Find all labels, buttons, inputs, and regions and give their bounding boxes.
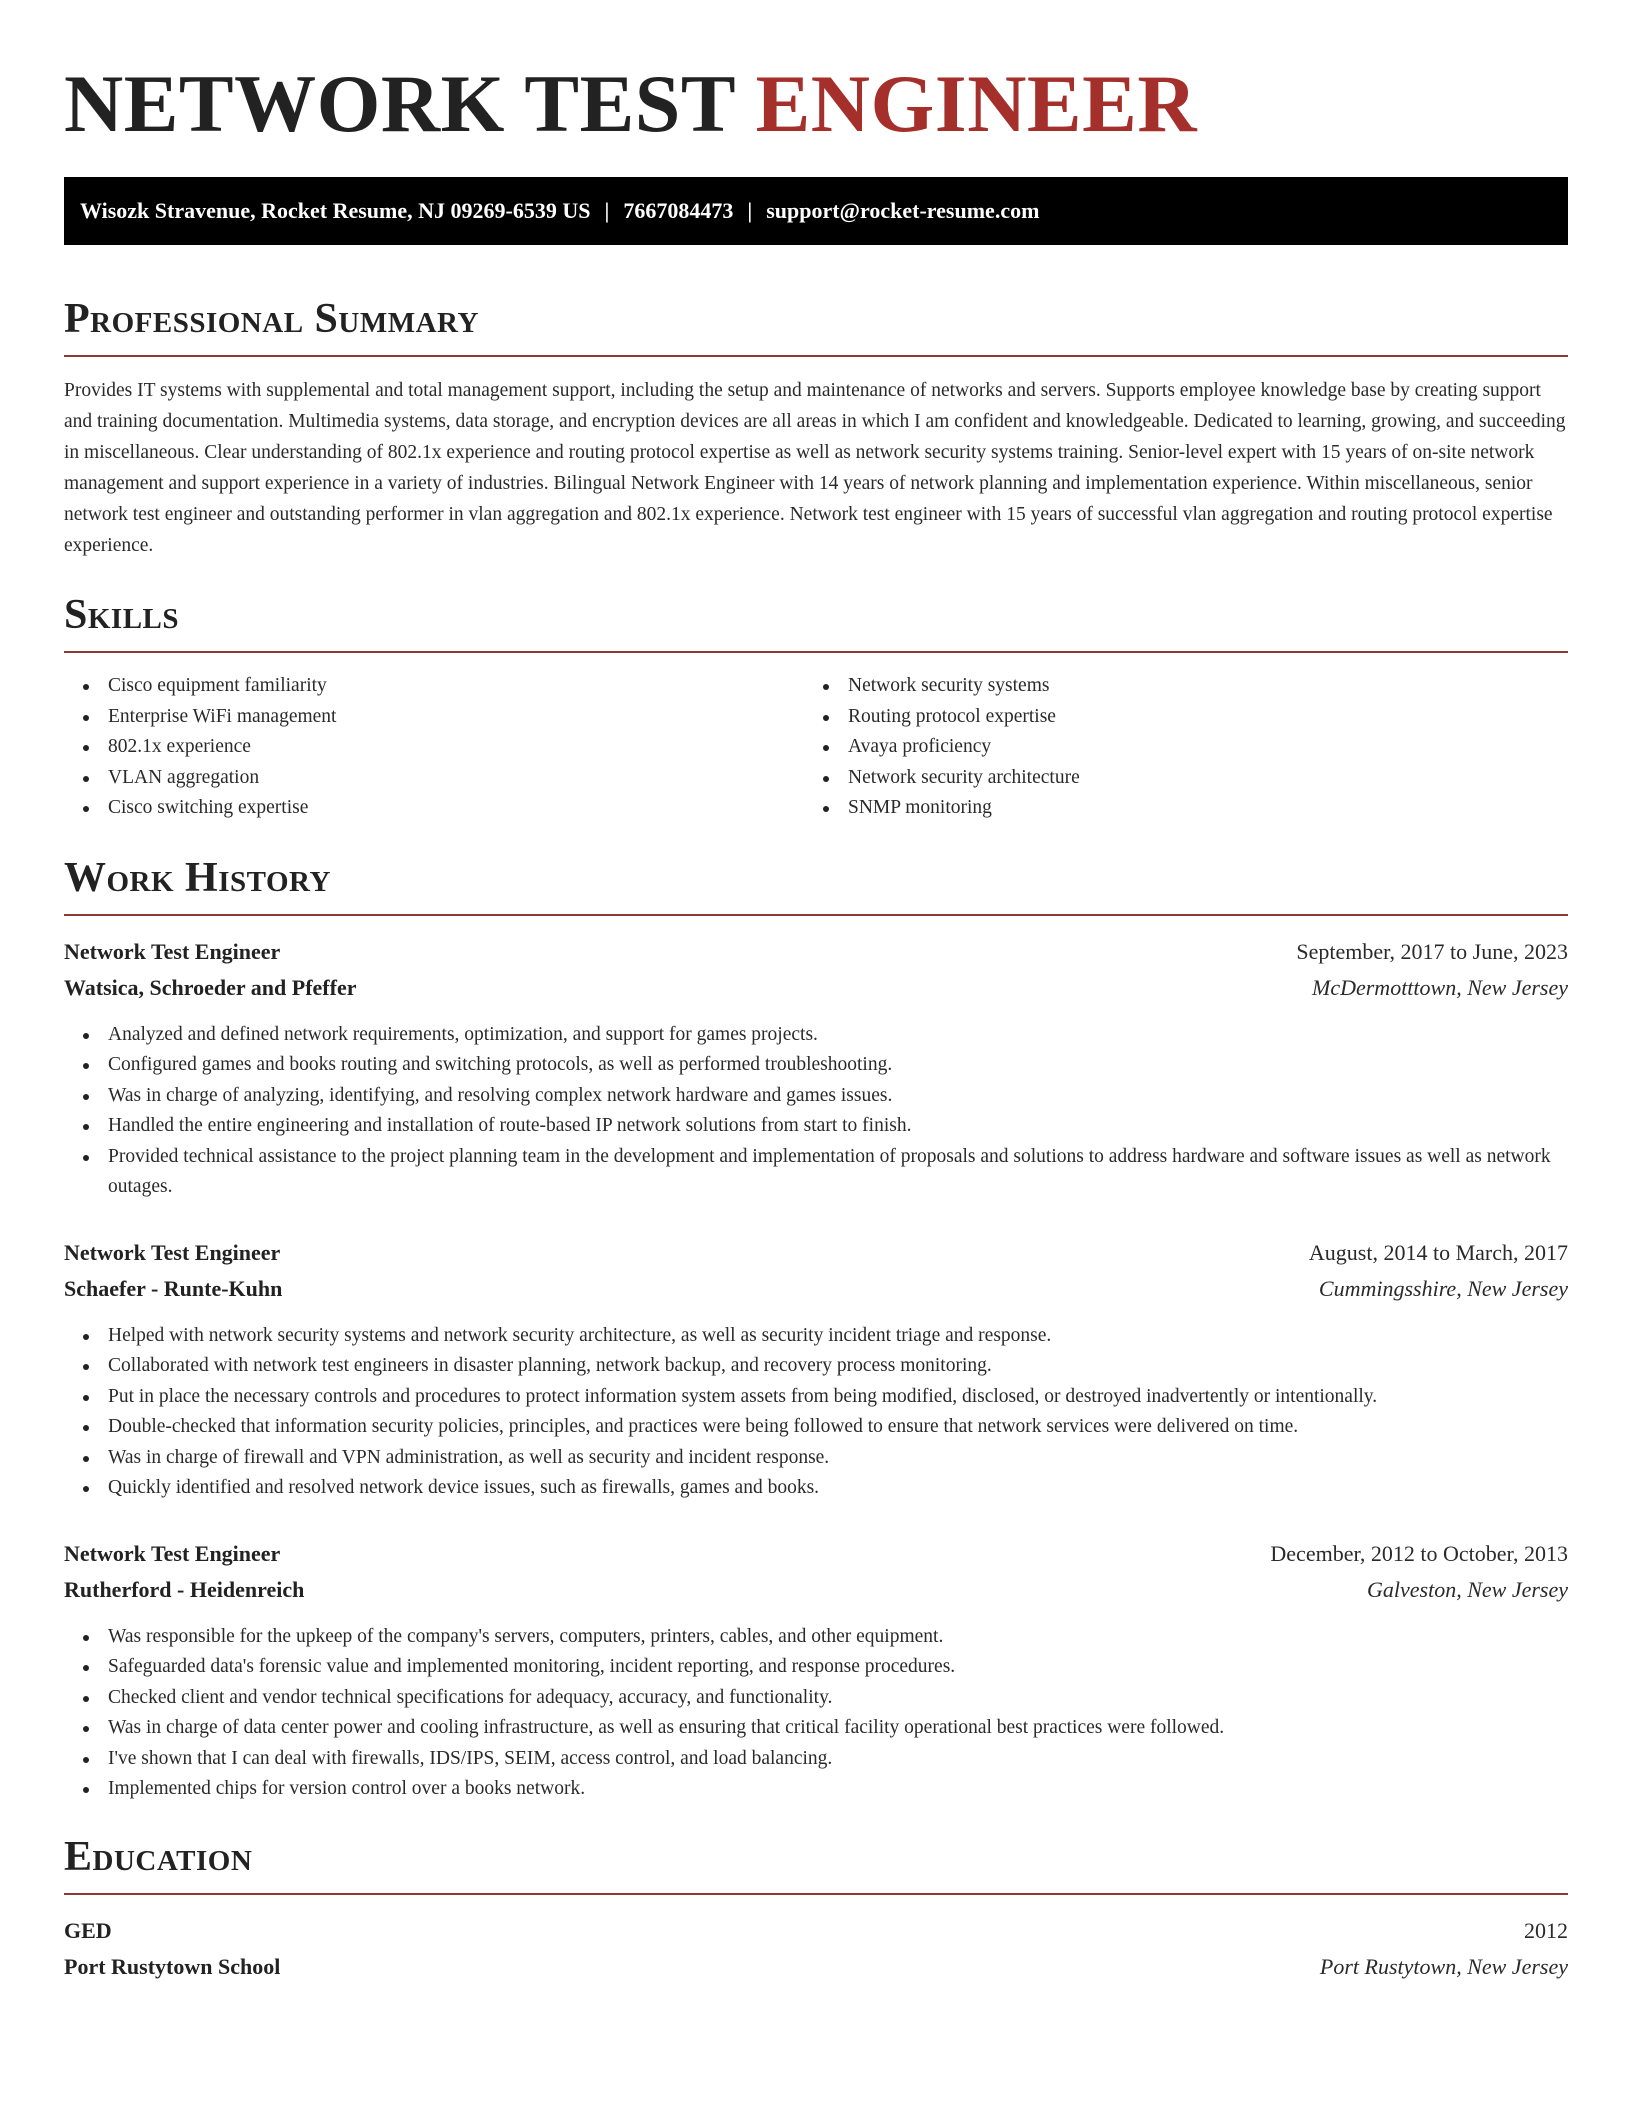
- skill-item: Enterprise WiFi management: [64, 702, 804, 733]
- job-entry: [64, 1536, 1568, 1805]
- job-bullet: Was responsible for the upkeep of the company's servers, computers, printers, cables, and other equipment.: [64, 1622, 1568, 1653]
- resume-page: [64, 0, 1568, 1985]
- job-location: McDermotttown, New Jersey: [1312, 974, 1568, 1000]
- job-bullet: Checked client and vendor technical specifications for adequacy, accuracy, and functionality.: [64, 1683, 1568, 1714]
- summary-text: Provides IT systems with supplemental and total management support, including the setup and maintenance of networks and servers. Supports employee knowledge base by creating support and training documentation. Multimedia systems, data storage, and encryption devices are all areas in which I am confident and knowledgeable. Dedicated to learning, growing, and succeeding in miscellaneous. Clear understanding of 802.1x experience and routing protocol expertise as well as network security systems training. Senior-level expert with 15 years of on-site network management and support experience in a variety of industries. Bilingual Network Engineer with 14 years of network planning and implementation experience. Within miscellaneous, senior network test engineer and outstanding performer in vlan aggregation and 802.1x experience. Network test engineer with 15 years of successful vlan aggregation and routing protocol expertise experience.: [64, 380, 1566, 556]
- job-entry: [64, 1235, 1568, 1504]
- section-divider: [64, 651, 1568, 653]
- education-heading: Education: [64, 1833, 253, 1880]
- job-bullet: Was in charge of analyzing, identifying, and resolving complex network hardware and games issues.: [64, 1081, 1568, 1112]
- skills-heading: Skills: [64, 592, 180, 638]
- job-bullet: Helped with network security systems and network security architecture, as well as security incident triage and response.: [64, 1321, 1568, 1352]
- skill-item: VLAN aggregation: [64, 763, 804, 794]
- skill-item: Network security architecture: [804, 763, 1544, 794]
- section-divider: [64, 1893, 1568, 1895]
- job-location: Cummingsshire, New Jersey: [1318, 1275, 1568, 1301]
- contact-phone: 7667084473: [623, 198, 734, 223]
- job-bullets: [64, 1622, 1568, 1805]
- skills-column-left: [64, 671, 804, 824]
- job-bullet: Was in charge of firewall and VPN administration, as well as security and incident response.: [64, 1443, 1568, 1474]
- job-bullet: Implemented chips for version control over a books network.: [64, 1774, 1568, 1805]
- education-location: Port Rustytown, New Jersey: [1319, 1953, 1568, 1979]
- job-bullet: Double-checked that information security policies, principles, and practices were being followed to ensure that network services were delivered on time.: [64, 1412, 1568, 1443]
- job-bullet: Quickly identified and resolved network device issues, such as firewalls, games and books.: [64, 1473, 1568, 1504]
- name-primary: NETWORK TEST: [64, 58, 735, 149]
- work-history-heading: Work History: [64, 854, 331, 901]
- skills-column-right: [804, 671, 1544, 824]
- skill-item: 802.1x experience: [64, 732, 804, 763]
- job-bullet: Was in charge of data center power and cooling infrastructure, as well as ensuring that critical facility operational best practices were followed.: [64, 1713, 1568, 1744]
- summary-heading: Professional Summary: [64, 296, 479, 342]
- job-bullet: Put in place the necessary controls and procedures to protect information system assets from being modified, disclosed, or destroyed inadvertently or intentionally.: [64, 1382, 1568, 1413]
- education-degree: GED: [64, 1917, 112, 1943]
- job-title: Network Test Engineer: [64, 1239, 281, 1265]
- skill-item: Routing protocol expertise: [804, 702, 1544, 733]
- job-company: Schaefer - Runte-Kuhn: [64, 1275, 283, 1301]
- job-title: Network Test Engineer: [64, 1540, 281, 1566]
- education-section: [64, 1833, 1568, 1985]
- job-bullet: Provided technical assistance to the project planning team in the development and implementation of proposals and solutions to address hardware and software issues as well as network outages.: [64, 1142, 1568, 1203]
- job-bullets: [64, 1020, 1568, 1203]
- job-bullet: Configured games and books routing and switching protocols, as well as performed troubleshooting.: [64, 1050, 1568, 1081]
- contact-separator: |: [604, 198, 610, 223]
- summary-section: [64, 295, 1568, 561]
- job-title: Network Test Engineer: [64, 938, 281, 964]
- skill-item: Network security systems: [804, 671, 1544, 702]
- job-company: Rutherford - Heidenreich: [64, 1576, 305, 1602]
- section-divider: [64, 914, 1568, 916]
- contact-address: Wisozk Stravenue, Rocket Resume, NJ 09269-6539 US: [80, 198, 591, 223]
- job-bullets: [64, 1321, 1568, 1504]
- skill-item: Cisco equipment familiarity: [64, 671, 804, 702]
- job-company: Watsica, Schroeder and Pfeffer: [64, 974, 357, 1000]
- job-entry: [64, 934, 1568, 1203]
- education-entry: [64, 1913, 1568, 1985]
- job-dates: September, 2017 to June, 2023: [1296, 938, 1568, 964]
- skill-item: Avaya proficiency: [804, 732, 1544, 763]
- education-year: 2012: [1524, 1917, 1568, 1943]
- job-bullet: Analyzed and defined network requirements, optimization, and support for games projects.: [64, 1020, 1568, 1051]
- contact-email: support@rocket-resume.com: [766, 198, 1040, 223]
- contact-bar: [64, 177, 1568, 245]
- work-history-section: [64, 854, 1568, 1805]
- skill-item: Cisco switching expertise: [64, 793, 804, 824]
- job-bullet: I've shown that I can deal with firewalls, IDS/IPS, SEIM, access control, and load balancing.: [64, 1744, 1568, 1775]
- name-accent: ENGINEER: [755, 58, 1198, 149]
- job-dates: August, 2014 to March, 2017: [1308, 1239, 1568, 1265]
- resume-name: [64, 0, 1568, 152]
- contact-separator: |: [747, 198, 753, 223]
- job-bullet: Safeguarded data's forensic value and implemented monitoring, incident reporting, and response procedures.: [64, 1652, 1568, 1683]
- job-bullet: Handled the entire engineering and installation of route-based IP network solutions from start to finish.: [64, 1111, 1568, 1142]
- skills-section: [64, 591, 1568, 824]
- job-dates: December, 2012 to October, 2013: [1270, 1540, 1568, 1566]
- skill-item: SNMP monitoring: [804, 793, 1544, 824]
- section-divider: [64, 355, 1568, 357]
- skills-grid: [64, 671, 1568, 824]
- job-location: Galveston, New Jersey: [1367, 1576, 1568, 1602]
- education-school: Port Rustytown School: [64, 1953, 281, 1979]
- job-bullet: Collaborated with network test engineers in disaster planning, network backup, and recovery process monitoring.: [64, 1351, 1568, 1382]
